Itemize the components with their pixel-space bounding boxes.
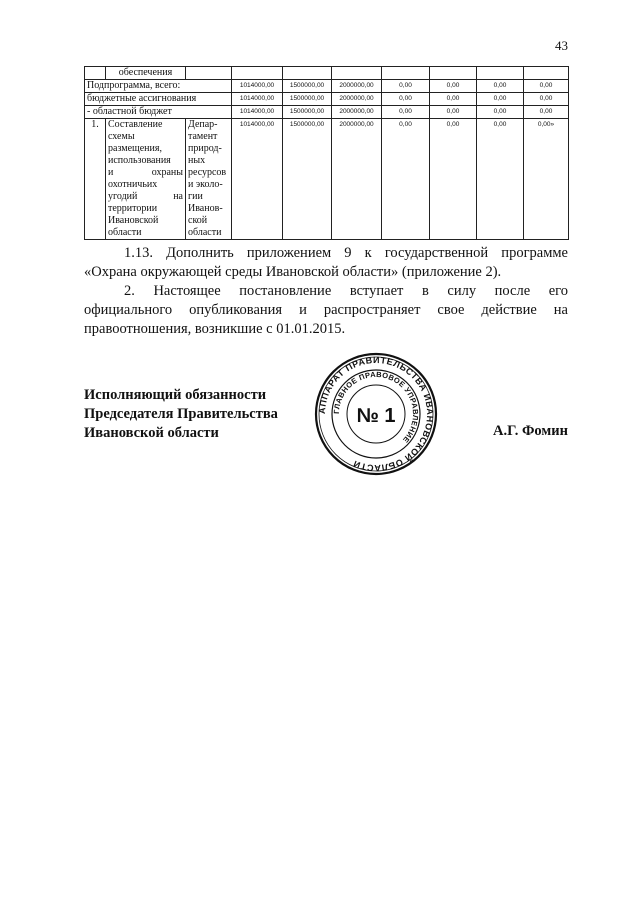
table-cell: 1014000,00 bbox=[232, 106, 283, 119]
table-row bbox=[85, 93, 569, 106]
table-cell: 0,00 bbox=[382, 119, 430, 240]
table-cell: 1500000,00 bbox=[283, 80, 332, 93]
table-row-label: - областной бюджет bbox=[85, 106, 232, 119]
seal-inner-text: ГЛАВНОЕ ПРАВОВОЕ УПРАВЛЕНИЕ bbox=[331, 369, 421, 445]
table-row-item bbox=[85, 119, 569, 240]
table-row bbox=[85, 80, 569, 93]
table-cell: 1014000,00 bbox=[232, 119, 283, 240]
table-cell: 0,00 bbox=[430, 93, 477, 106]
seal-outer-text: АППАРАТ ПРАВИТЕЛЬСТВА ИВАНОВСКОЙ ОБЛАСТИ bbox=[316, 354, 436, 474]
item-name: Составление схемы размещения, использования и охраны охотничьих угодий на территории Ивановской области bbox=[106, 119, 186, 240]
table-cell: 0,00 bbox=[430, 106, 477, 119]
table-cell: 2000000,00 bbox=[332, 106, 382, 119]
table-cell: 0,00 bbox=[477, 93, 524, 106]
table-cell: 0,00 bbox=[524, 80, 569, 93]
seal-center-number: № 1 bbox=[356, 405, 396, 427]
table-cell: 0,00 bbox=[477, 119, 524, 240]
item-executor: Депар- тамент природ- ных ресурсов и эколо- гии Иванов- ской области bbox=[186, 119, 232, 240]
table-cell: 1500000,00 bbox=[283, 93, 332, 106]
official-seal bbox=[314, 352, 438, 476]
table-cell: 2000000,00 bbox=[332, 119, 382, 240]
table-cell: 1500000,00 bbox=[283, 119, 332, 240]
table-cell: 0,00 bbox=[382, 106, 430, 119]
table-cell: 0,00 bbox=[382, 93, 430, 106]
table-cell: 2000000,00 bbox=[332, 80, 382, 93]
table-cell: 1014000,00 bbox=[232, 80, 283, 93]
table-row bbox=[85, 67, 569, 80]
table-cell: 0,00 bbox=[430, 80, 477, 93]
table-row-label: Подпрограмма, всего: bbox=[85, 80, 232, 93]
signer-name: А.Г. Фомин bbox=[493, 423, 568, 439]
table-cell: 0,00 bbox=[382, 80, 430, 93]
table-cell: 0,00 bbox=[524, 106, 569, 119]
table-cell: 1500000,00 bbox=[283, 106, 332, 119]
table-cell: 2000000,00 bbox=[332, 93, 382, 106]
paragraph-2: 2. Настоящее постановление вступает в силу после его официального опубликования и распространяет свое действие на правоотношения, возникшие с 01.01.2015. bbox=[84, 283, 568, 337]
table-cell-label: обеспечения bbox=[106, 67, 186, 80]
table-cell: 0,00 bbox=[477, 80, 524, 93]
table-cell: 0,00 bbox=[430, 119, 477, 240]
paragraph-1-13: 1.13. Дополнить приложением 9 к государственной программе «Охрана окружающей среды Ивановской области» (приложение 2). bbox=[84, 245, 568, 280]
financing-table bbox=[84, 66, 569, 240]
signer-title: Исполняющий обязанности Председателя Правительства Ивановской области bbox=[84, 387, 278, 441]
item-number: 1. bbox=[85, 119, 106, 240]
page-number: 43 bbox=[555, 38, 568, 53]
table-cell: 1014000,00 bbox=[232, 93, 283, 106]
table-cell: 0,00 bbox=[477, 106, 524, 119]
table-row bbox=[85, 106, 569, 119]
table-cell: 0,00 bbox=[524, 93, 569, 106]
table-row-label: бюджетные ассигнования bbox=[85, 93, 232, 106]
table-cell: 0,00» bbox=[524, 119, 569, 240]
